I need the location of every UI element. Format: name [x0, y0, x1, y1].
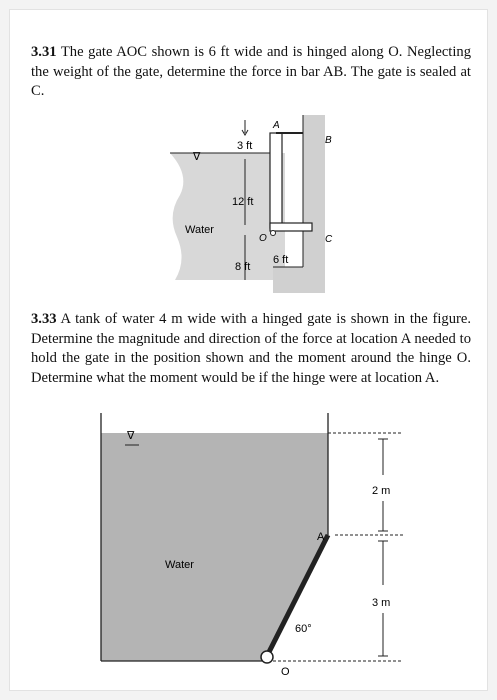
water-region: [170, 153, 285, 280]
figure-3-33: [95, 413, 415, 680]
label-a: A: [273, 120, 280, 131]
water-region: [101, 433, 328, 661]
label-o: O: [259, 233, 267, 244]
problem-text: The gate AOC shown is 6 ft wide and is hinged along O. Neglecting the weight of the gate, determine the force in bar AB. The gate is sealed at C.: [31, 44, 472, 99]
gate-vertical: [270, 133, 282, 228]
dim-6ft: 6 ft: [273, 254, 289, 266]
figure-3-31-drawing: [165, 115, 335, 293]
problem-number: 3.33: [31, 311, 57, 327]
dim-3ft: 3 ft: [237, 140, 253, 152]
problem-3-31: [31, 43, 471, 102]
water-surface-symbol: ∇: [127, 430, 135, 442]
problem-3-33: [31, 310, 471, 388]
water-label: Water: [165, 559, 194, 571]
label-b: B: [325, 135, 332, 146]
water-label: Water: [185, 224, 214, 236]
problem-number: 3.31: [31, 44, 57, 60]
dim-3m: 3 m: [372, 597, 391, 609]
bottom-wall: [273, 267, 325, 293]
hinge-o: [261, 651, 273, 663]
dim-2m: 2 m: [372, 485, 391, 497]
figure-3-31: [165, 115, 335, 298]
water-surface-symbol: ∇: [193, 151, 201, 163]
textbook-page: [10, 10, 487, 690]
right-wall: [303, 115, 325, 293]
hinge-o: [271, 231, 276, 236]
label-a: A: [317, 531, 325, 543]
dim-8ft: 8 ft: [235, 261, 251, 273]
dim-12ft: 12 ft: [232, 196, 254, 208]
gate-horizontal: [270, 223, 312, 231]
angle-label: 60°: [295, 623, 312, 635]
figure-3-33-drawing: [95, 413, 415, 675]
label-o: O: [281, 666, 290, 675]
label-c: C: [325, 234, 333, 245]
problem-text: A tank of water 4 m wide with a hinged gate is shown in the figure. Determine the magnitude and direction of the force at location A needed to hold the gate in the position shown and the moment around the hinge O. Determine what the moment would be if the hinge were at location A.: [31, 311, 471, 386]
